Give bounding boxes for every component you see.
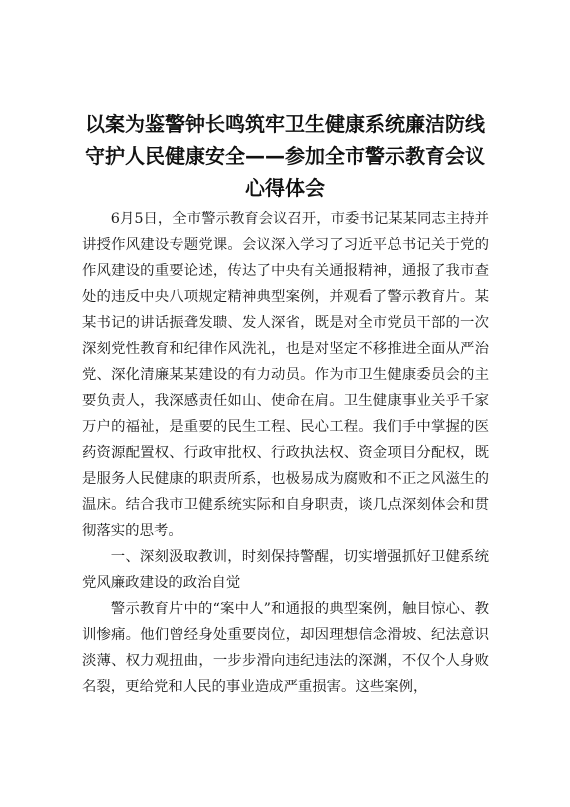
paragraph-intro: 6月5日，全市警示教育会议召开，市委书记某某同志主持并讲授作风建设专题党课。会议深入学习了习近平总书记关于党的作风建设的重要论述，传达了中央有关通报精神，通报了我市查处的违反中央八项规定精神典型案例，并观看了警示教育片。某某书记的讲话振聋发聩、发人深省，既是对全市党员干部的一次深刻党性教育和纪律作风洗礼，也是对坚定不移推进全面从严治党、深化清廉某某建设的有力动员。作为市卫生健康委员会的主要负责人，我深感责任如山、使命在肩。卫生健康事业关乎千家万户的福祉，是重要的民生工程、民心工程。我们手中掌握的医药资源配置权、行政审批权、行政执法权、资金项目分配权，既是服务人民健康的职责所系，也极易成为腐败和不正之风滋生的温床。结合我市卫健系统实际和自身职责，谈几点深刻体会和贯彻落实的思考。 bbox=[82, 211, 489, 539]
title-line-1: 以案为鉴警钟长鸣筑牢卫生健康系统廉洁防线 bbox=[85, 112, 485, 136]
title-line-2: 守护人民健康安全——参加全市警示教育会议 bbox=[85, 144, 485, 168]
document-title bbox=[60, 108, 510, 204]
title-line-3: 心得体会 bbox=[245, 176, 325, 200]
document-body bbox=[82, 206, 489, 700]
section-heading-1: 一、深刻汲取教训，时刻保持警醒，切实增强抓好卫健系统党风廉政建设的政治自觉 bbox=[82, 549, 489, 591]
paragraph-section-1: 警示教育片中的“案中人”和通报的典型案例，触目惊心、教训惨痛。他们曾经身处重要岗位，却因理想信念滑坡、纪法意识淡薄、权力观扭曲，一步步滑向违纪违法的深渊，不仅个人身败名裂，更给党和人民的事业造成严重损害。这些案例， bbox=[82, 601, 489, 695]
